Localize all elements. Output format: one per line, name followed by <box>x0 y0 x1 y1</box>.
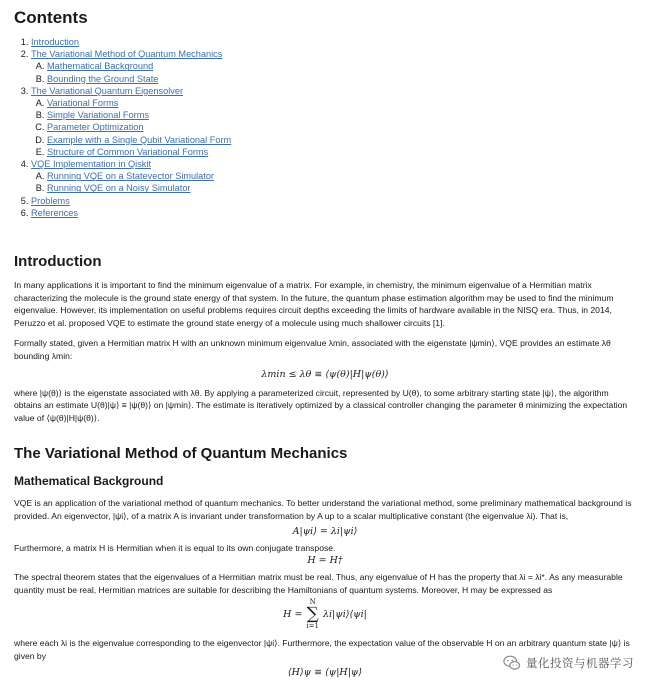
toc-item <box>31 158 636 195</box>
toc-sublist <box>31 97 636 158</box>
toc-link-mathematical-background[interactable]: Mathematical Background <box>47 61 154 72</box>
equation-lhs: H = <box>283 609 303 621</box>
toc-link-single-qubit-example[interactable]: Example with a Single Qubit Variational Form <box>47 134 232 145</box>
toc-item <box>31 48 636 85</box>
summation-symbol <box>306 598 319 631</box>
section-heading-introduction: Introduction <box>14 253 102 271</box>
body-paragraph: Furthermore, a matrix H is Hermitian when it is equal to its own conjugate transpose. <box>14 542 336 553</box>
toc-link-variational-forms[interactable]: Variational Forms <box>47 98 119 109</box>
toc-subitem <box>47 109 636 121</box>
equation-rhs: λi|ψi⟩⟨ψi| <box>322 609 367 621</box>
toc-item <box>31 36 636 48</box>
toc-link-statevector-simulator[interactable]: Running VQE on a Statevector Simulator <box>47 171 214 182</box>
toc-subitem <box>47 121 636 133</box>
watermark <box>501 654 636 672</box>
contents-title: Contents <box>14 8 88 27</box>
toc-subitem <box>47 60 636 72</box>
equation-spectral-decomposition <box>14 598 636 631</box>
summation-upper-limit: N <box>309 598 316 607</box>
section-heading-variational-method: The Variational Method of Quantum Mechanics <box>14 445 348 463</box>
intro-paragraph: Formally stated, given a Hermitian matrix H with an unknown minimum eigenvalue λmin, associated with the eigenstate |ψmin⟩, VQE provides an estimate λθ bounding λmin: <box>14 338 611 362</box>
toc-link-vqe[interactable]: The Variational Quantum Eigensolver <box>31 85 184 96</box>
sigma-icon: ∑ <box>306 604 319 625</box>
toc-link-problems[interactable]: Problems <box>31 195 70 206</box>
toc-link-parameter-optimization[interactable]: Parameter Optimization <box>47 122 144 133</box>
toc-link-noisy-simulator[interactable]: Running VQE on a Noisy Simulator <box>47 183 191 194</box>
body-paragraph: where each λi is the eigenvalue corresponding to the eigenvector |ψi⟩. Furthermore, the expectation value of the observable H on an arbitrary quantum state |ψ⟩ is given by <box>14 638 630 661</box>
body-paragraph: VQE is an application of the variational method of quantum mechanics. To better understand the variational method, some preliminary mathematical background is provided. An eigenvector, |ψi⟩, of a matrix A is invariant under transformation by A up to a scalar multiplicative constant (the eigenvalue λi). That is, <box>14 498 632 521</box>
toc-link-bounding-ground-state[interactable]: Bounding the Ground State <box>47 73 159 84</box>
toc-subitem <box>47 170 636 182</box>
equation: H = H† <box>307 555 343 567</box>
document-page <box>0 8 650 678</box>
body-paragraph: The spectral theorem states that the eigenvalues of a Hermitian matrix must be real. Thus, any eigenvalue of H has the property that λi = λi*. As any measurable quantity must be real, Hermitian matrices are suitable for describing the Hamiltonians of quantum systems. Moreover, H may be expressed as <box>14 572 623 595</box>
toc-item <box>31 195 636 207</box>
toc-link-simple-variational-forms[interactable]: Simple Variational Forms <box>47 110 149 121</box>
toc-subitem <box>47 97 636 109</box>
wechat-icon <box>503 654 521 672</box>
subsection-heading-mathematical-background: Mathematical Background <box>14 474 164 489</box>
toc-sublist <box>31 60 636 84</box>
equation: ⟨H⟩ψ ≡ ⟨ψ|H|ψ⟩ <box>287 666 363 678</box>
toc-link-references[interactable]: References <box>31 207 78 218</box>
equation: λmin ≤ λθ ≡ ⟨ψ(θ)|H|ψ(θ)⟩ <box>261 368 389 380</box>
toc-link-vqe-qiskit[interactable]: VQE Implementation in Qiskit <box>31 159 151 170</box>
toc-sublist <box>31 170 636 194</box>
summation-lower-limit: i=1 <box>306 622 319 631</box>
toc-subitem <box>47 182 636 194</box>
toc-item <box>31 85 636 158</box>
toc-link-introduction[interactable]: Introduction <box>31 37 80 47</box>
intro-paragraph: where |ψ(θ)⟩ is the eigenstate associated with λθ. By applying a parameterized circuit, represented by U(θ), to some arbitrary starting state |ψ⟩, the algorithm obtains an estimate U(θ)|ψ⟩ ≡ |ψ(θ)⟩ on |ψmin⟩. The estimate is iteratively optimized by a classical controller changing the parameter θ minimizing the expectation value of ⟨ψ(θ)|H|ψ(θ)⟩. <box>14 387 628 423</box>
equation: A|ψi⟩ = λi|ψi⟩ <box>292 525 358 537</box>
table-of-contents <box>14 36 636 219</box>
intro-paragraph: In many applications it is important to find the minimum eigenvalue of a matrix. For example, in chemistry, the minimum eigenvalue of a Hermitian matrix characterizing the molecule is the ground state energy of that system. In the future, the quantum phase estimation algorithm may be used to find the minimum eigenvalue. However, its implementation on useful problems requires circuit depths exceeding the limits of hardware available in the NISQ era. Thus, in 2014, Peruzzo et al. proposed VQE to estimate the ground state energy of a molecule using much shallower circuits [1]. <box>14 280 614 328</box>
toc-link-common-variational-forms[interactable]: Structure of Common Variational Forms <box>47 146 209 157</box>
toc-link-variational-method[interactable]: The Variational Method of Quantum Mechanics <box>31 49 223 60</box>
toc-item <box>31 207 636 219</box>
toc-subitem <box>47 146 636 158</box>
toc-subitem <box>47 134 636 146</box>
toc-subitem <box>47 73 636 85</box>
watermark-text: 量化投资与机器学习 <box>526 656 634 670</box>
